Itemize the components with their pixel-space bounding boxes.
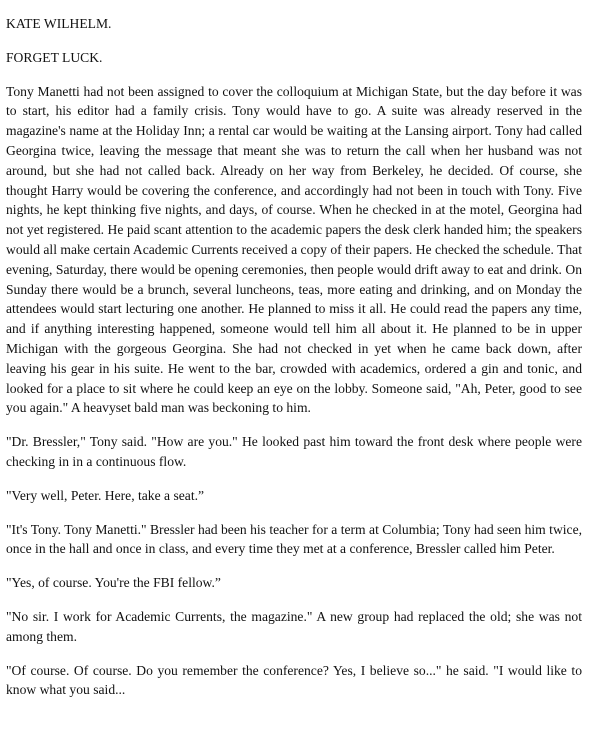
- author-line: KATE WILHELM.: [6, 16, 112, 31]
- story-title: FORGET LUCK.: [6, 49, 103, 65]
- paragraph: "It's Tony. Tony Manetti." Bressler had been his teacher for a term at Columbia; Tony had seen him twice, once in the hall and once in class, and every time they met at a conference, Bressler called him Peter.: [6, 521, 582, 557]
- cut-off-paragraph: "Of course. Of course. Do you remember the conference? Yes, I believe so..." he said. "I would like to know what you said...: [6, 662, 582, 698]
- paragraph: "Dr. Bressler," Tony said. "How are you." He looked past him toward the front desk where people were checking in in a continuous flow.: [6, 434, 582, 469]
- paragraph: "Very well, Peter. Here, take a seat.”: [6, 487, 205, 503]
- document-page: [6, 14, 582, 700]
- paragraph: Tony Manetti had not been assigned to cover the colloquium at Michigan State, but the day before it was to start, his editor had a family crisis. Tony would have to go. A suite was already reserved in the magazine's name at the Holiday Inn; a rental car would be waiting at the Lansing airport. Tony had called Georgina twice, leaving the message that meant she was to return the call when her husband was not around, but she had not called back. Already on her way from Berkeley, he decided. Of course, she thought Harry would be covering the conference, and accordingly had not been in touch with Tony. Five nights, he kept thinking five nights, and days, of course. When he checked in at the motel, Georgina had not yet registered. He paid scant attention to the academic papers the desk clerk handed him; the speakers would all make certain Academic Currents received a copy of their papers. He checked the schedule. That evening, Saturday, there would be opening ceremonies, then people would drift away to eat and drink. On Sunday there would be a brunch, several luncheons, teas, more eating and drinking, and on Monday the attendees would start lecturing one another. He planned to miss it all. He could read the papers any time, and if anything interesting happened, someone would tell him all about it. He planned to be in upper Michigan with the gorgeous Georgina. She had not checked in yet when he came back down, after leaving his gear in his suite. He went to the bar, crowded with academics, ordered a gin and tonic, and looked for a place to sit where he could keep an eye on the lobby. Someone said, "Ah, Peter, good to see you again." A heavyset bald man was beckoning to him.: [6, 83, 582, 416]
- paragraph: "No sir. I work for Academic Currents, the magazine." A new group had replaced the old; she was not among them.: [6, 608, 582, 644]
- paragraph: "Yes, of course. You're the FBI fellow.”: [6, 575, 221, 591]
